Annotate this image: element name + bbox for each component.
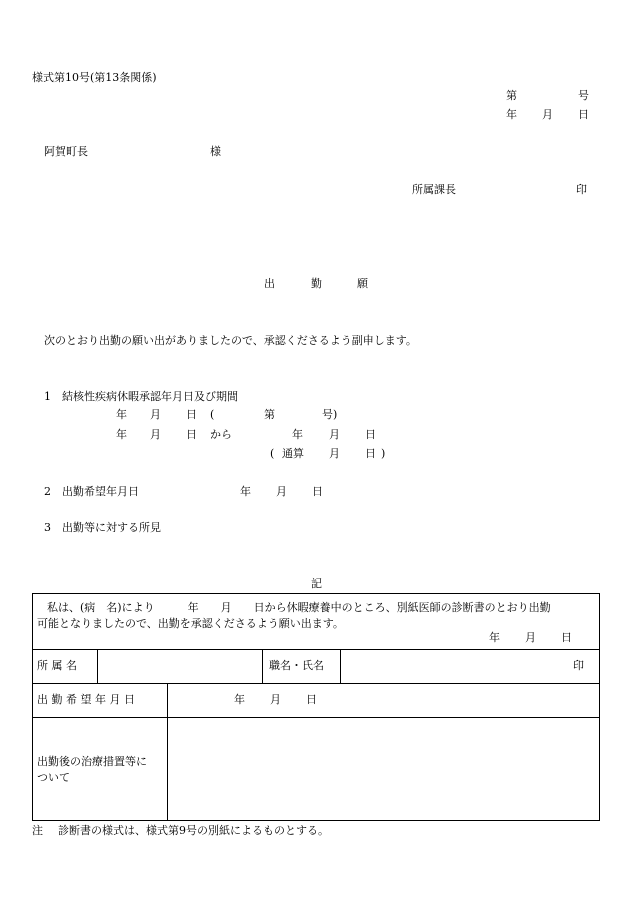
ki-marker: 記 — [311, 577, 322, 590]
title-char-1: 出 — [264, 277, 275, 290]
table-divider — [33, 649, 599, 650]
addressee-name: 阿賀町長 — [44, 145, 88, 158]
intro-text: 次のとおり出勤の願い出がありましたので、承認くださるよう副申します。 — [44, 334, 417, 347]
statement-line-1: 私は、(病 名)により 年 月 日から休暇療養中のところ、別紙医師の診断書のとおり出勤 — [47, 601, 551, 614]
item1-row2-month: 月 — [150, 428, 161, 441]
table-divider — [340, 649, 341, 683]
item1-row1-month: 月 — [150, 408, 161, 421]
item1-row3-open: ( — [270, 447, 275, 460]
statement-year: 年 — [489, 631, 500, 644]
post-name-label: 職名・氏名 — [269, 659, 324, 672]
item1-row2-day: 日 — [186, 428, 197, 441]
application-table — [32, 593, 600, 821]
title-char-2: 勤 — [311, 277, 322, 290]
desired-day: 日 — [306, 693, 317, 706]
item1-row2-day2: 日 — [365, 428, 376, 441]
note-text: 診断書の様式は、様式第9号の別紙によるものとする。 — [58, 824, 329, 837]
dept-label: 所 属 名 — [37, 659, 77, 672]
desired-month: 月 — [270, 693, 281, 706]
item2-year: 年 — [240, 485, 251, 498]
item1-row1-go: 号) — [322, 408, 338, 421]
item1-row2-kara: から — [210, 428, 232, 441]
item1-row2-year2: 年 — [292, 428, 303, 441]
item1-row2-year: 年 — [116, 428, 127, 441]
item1-row1-open: ( — [210, 408, 215, 421]
item2-number: 2 — [44, 485, 51, 498]
table-seal: 印 — [573, 659, 584, 672]
desired-date-label: 出 勤 希 望 年 月 日 — [37, 693, 135, 706]
item3-label: 出勤等に対する所見 — [62, 521, 161, 534]
header-day: 日 — [578, 108, 589, 121]
statement-day: 日 — [561, 631, 572, 644]
post-name-field[interactable] — [343, 652, 563, 680]
item1-row3-day: 日 — [365, 447, 376, 460]
item1-row3-tsusan: 通算 — [282, 447, 304, 460]
item2-month: 月 — [276, 485, 287, 498]
treatment-label-line-1: 出勤後の治療措置等に — [37, 755, 147, 768]
item2-label: 出勤希望年月日 — [62, 485, 139, 498]
item2-day: 日 — [312, 485, 323, 498]
item1-label: 結核性疾病休暇承認年月日及び期間 — [62, 390, 238, 403]
number-prefix: 第 — [506, 89, 517, 102]
header-year: 年 — [506, 108, 517, 121]
table-divider — [33, 683, 599, 684]
sender-seal: 印 — [576, 183, 587, 196]
title-char-3: 願 — [357, 277, 368, 290]
item1-row1-dai: 第 — [264, 408, 275, 421]
item1-row3-close: ) — [381, 447, 386, 460]
sender-title: 所属課長 — [412, 183, 456, 196]
table-divider — [262, 649, 263, 683]
treatment-field[interactable] — [170, 720, 595, 818]
statement-month: 月 — [525, 631, 536, 644]
addressee-honorific: 様 — [210, 145, 221, 158]
table-divider — [97, 649, 98, 683]
number-suffix: 号 — [578, 89, 589, 102]
desired-year: 年 — [234, 693, 245, 706]
item1-row2-month2: 月 — [329, 428, 340, 441]
table-divider — [33, 717, 599, 718]
note-prefix: 注 — [32, 824, 43, 837]
dept-field[interactable] — [100, 652, 258, 680]
item1-row3-month: 月 — [329, 447, 340, 460]
treatment-label-line-2: ついて — [37, 771, 70, 784]
item1-row1-day: 日 — [186, 408, 197, 421]
form-id: 様式第10号(第13条関係) — [32, 71, 157, 84]
statement-line-2: 可能となりましたので、出勤を承認くださるよう願い出ます。 — [37, 617, 344, 630]
item1-number: 1 — [44, 390, 51, 403]
item3-number: 3 — [44, 521, 51, 534]
table-divider — [167, 683, 168, 821]
header-month: 月 — [542, 108, 553, 121]
item1-row1-year: 年 — [116, 408, 127, 421]
